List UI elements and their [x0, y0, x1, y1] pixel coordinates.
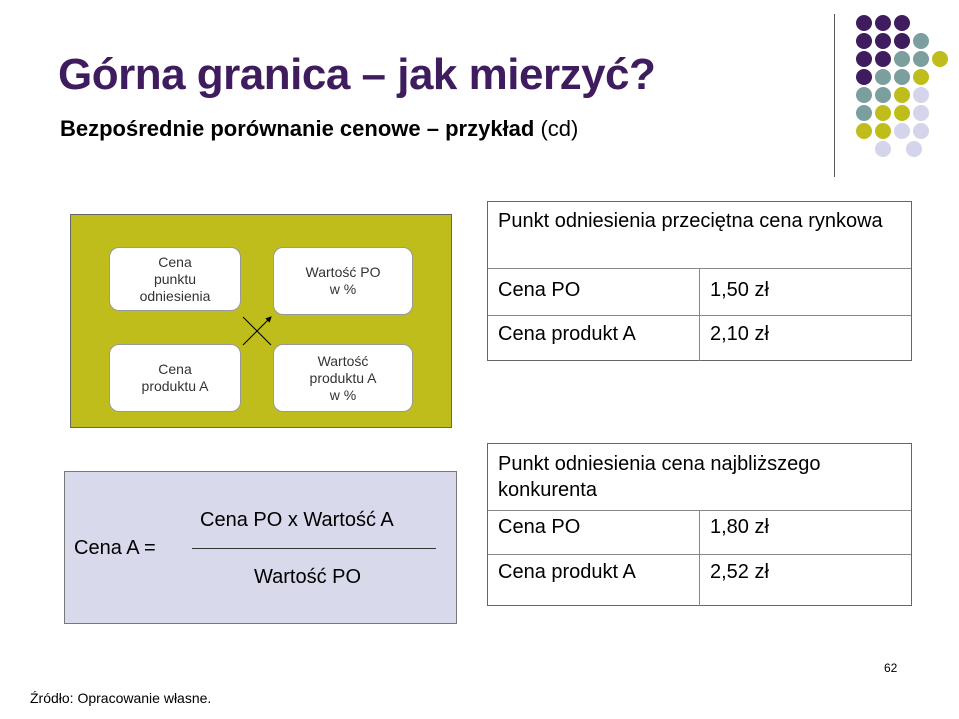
decorative-dot: [894, 33, 910, 49]
decorative-dot: [856, 123, 872, 139]
decorative-dot: [856, 51, 872, 67]
price-value-diagram: [70, 214, 452, 428]
price-table-competitor: [487, 443, 912, 606]
decorative-dot: [894, 105, 910, 121]
decorative-dot: [894, 15, 910, 31]
decorative-dot: [856, 87, 872, 103]
decorative-dot: [875, 105, 891, 121]
decorative-dot: [906, 141, 922, 157]
decorative-dot: [856, 33, 872, 49]
decorative-dot: [894, 123, 910, 139]
table-cell-value: 1,50 zł: [710, 279, 769, 301]
decorative-dot: [856, 105, 872, 121]
fraction-line: [192, 548, 436, 549]
po-value-card: Wartość PO w %: [273, 247, 413, 315]
formula-denominator: Wartość PO: [254, 566, 362, 588]
decorative-dot: [894, 51, 910, 67]
decorative-dot: [894, 87, 910, 103]
cross-arrows-icon: [71, 215, 453, 429]
decorative-dot: [932, 51, 948, 67]
decorative-dot: [856, 15, 872, 31]
decorative-dot: [875, 51, 891, 67]
subtitle-suffix: (cd): [534, 116, 579, 141]
decorative-dot: [875, 69, 891, 85]
source-note: Źródło: Opracowanie własne.: [30, 690, 212, 706]
table-cell-label: Cena PO: [498, 516, 581, 538]
decorative-dot: [913, 105, 929, 121]
page-title: Górna granica – jak mierzyć?: [58, 50, 656, 99]
decorative-dot: [894, 69, 910, 85]
decorative-dot: [875, 87, 891, 103]
decorative-dot: [913, 69, 929, 85]
decorative-dot: [875, 15, 891, 31]
table-divider: [488, 315, 911, 316]
product-price-card: Cena produktu A: [109, 344, 241, 412]
table-cell-value: 1,80 zł: [710, 516, 769, 538]
decorative-dot: [856, 69, 872, 85]
formula-numerator: Cena PO x Wartość A: [200, 509, 394, 531]
table-cell-label: Cena produkt A: [498, 561, 636, 583]
table-column-divider: [699, 510, 700, 606]
table-divider: [488, 554, 911, 555]
table-header: Punkt odniesienia przeciętna cena rynkowa: [498, 210, 883, 232]
decorative-dot: [913, 51, 929, 67]
reference-price-card: Cena punktu odniesienia: [109, 247, 241, 311]
price-table-market: [487, 201, 912, 361]
page-subtitle: [60, 116, 578, 142]
decorative-divider: [834, 14, 835, 177]
table-cell-value: 2,52 zł: [710, 561, 769, 583]
table-cell-label: Cena produkt A: [498, 323, 636, 345]
product-value-card: Wartość produktu A w %: [273, 344, 413, 412]
decorative-dot: [875, 33, 891, 49]
formula-lhs: Cena A =: [74, 537, 156, 559]
table-header: Punkt odniesienia cena najbliższego konkurenta: [498, 453, 821, 501]
decorative-dot: [875, 123, 891, 139]
decorative-dot: [913, 87, 929, 103]
decorative-dot: [875, 141, 891, 157]
page-number: 62: [884, 661, 898, 675]
decorative-dot: [913, 33, 929, 49]
table-cell-value: 2,10 zł: [710, 323, 769, 345]
subtitle-main: Bezpośrednie porównanie cenowe – przykład: [60, 116, 535, 141]
table-cell-label: Cena PO: [498, 279, 581, 301]
decorative-dot: [913, 123, 929, 139]
